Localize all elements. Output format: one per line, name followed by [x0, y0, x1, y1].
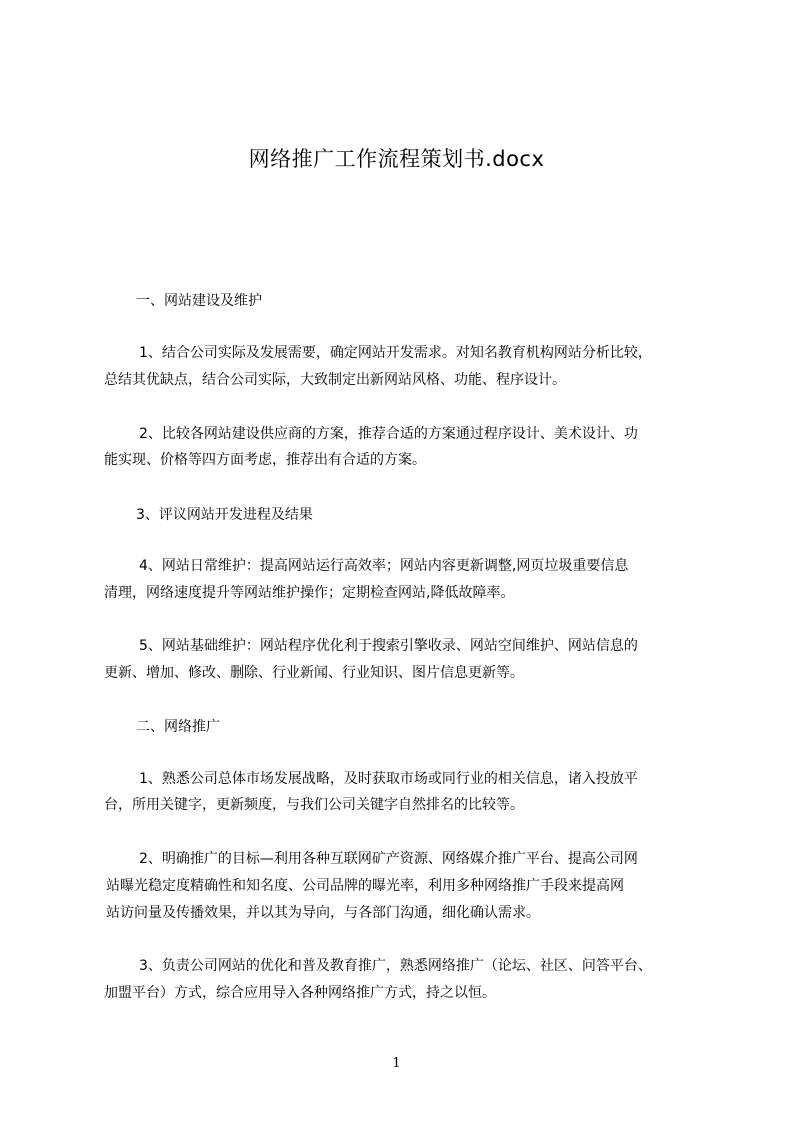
- paragraph-line: 3、评议网站开发进程及结果: [136, 507, 313, 523]
- section-heading-text: 一、网站建设及维护: [136, 293, 262, 309]
- paragraph-line: 1、熟悉公司总体市场发展战略，及时获取市场或同行业的相关信息，诸入投放平: [139, 771, 638, 787]
- paragraph-line: 加盟平台）方式，综合应用导入各种网络推广方式，持之以恒。: [104, 985, 496, 1001]
- paragraph-line: 清理，网络速度提升等网站维护操作；定期检查网站,降低故障率。: [104, 585, 515, 601]
- paragraph-line: 1、结合公司实际及发展需要，确定网站开发需求。对知名教育机构网站分析比较，: [139, 345, 652, 361]
- section-heading-text: 二、网络推广: [136, 719, 220, 735]
- paragraph-line: 5、网站基础维护：网站程序优化利于搜索引擎收录、网站空间维护、网站信息的: [139, 638, 638, 654]
- document-title: 网络推广工作流程策划书.docx: [248, 147, 545, 171]
- paragraph-line: 台，所用关键字，更新频度，与我们公司关键字自然排名的比较等。: [104, 797, 524, 813]
- paragraph-line: 能实现、价格等四方面考虑，推荐出有合适的方案。: [104, 452, 426, 468]
- page-number: 1: [392, 1056, 401, 1071]
- paragraph-line: 2、明确推广的目标—利用各种互联网矿产资源、网络媒介推广平台、提高公司网: [139, 851, 638, 867]
- paragraph-line: 3、负责公司网站的优化和普及教育推广，熟悉网络推广（论坛、社区、问答平台、: [139, 958, 652, 974]
- paragraph-line: 更新、增加、修改、删除、行业新闻、行业知识、图片信息更新等。: [104, 665, 524, 681]
- paragraph-line: 总结其优缺点，结合公司实际，大致制定出新网站风格、功能、程序设计。: [104, 372, 566, 388]
- paragraph-line: 站曝光稳定度精确性和知名度、公司品牌的曝光率，利用多种网络推广手段来提高网: [106, 878, 624, 894]
- paragraph-line: 站访问量及传播效果，并以其为导向，与各部门沟通，细化确认需求。: [106, 905, 540, 921]
- paragraph-line: 2、比较各网站建设供应商的方案，推荐合适的方案通过程序设计、美术设计、功: [139, 426, 638, 442]
- paragraph-line: 4、网站日常维护：提高网站运行高效率；网站内容更新调整,网页垃圾重要信息: [139, 558, 629, 574]
